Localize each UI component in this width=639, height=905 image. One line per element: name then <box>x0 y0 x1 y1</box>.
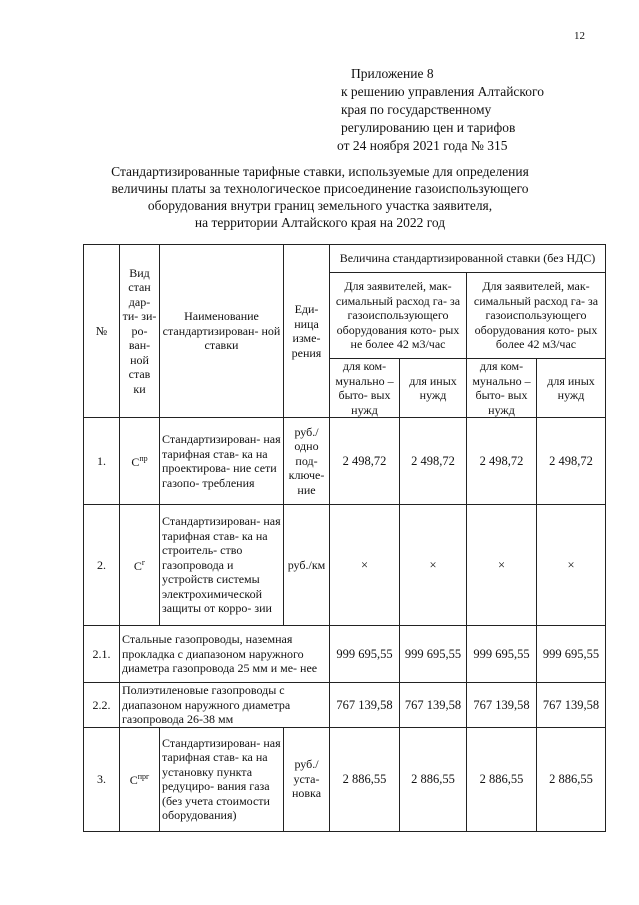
row-value: 767 139,58 <box>330 683 400 728</box>
header-rate: Величина стандартизированной ставки (без НДС) <box>330 245 606 273</box>
row-value: 2 498,72 <box>537 418 606 505</box>
row-value: 2 886,55 <box>330 727 400 831</box>
row-value: 2 886,55 <box>400 727 467 831</box>
header-unit: Еди- ница изме- рения <box>284 245 330 418</box>
table-row <box>84 418 606 505</box>
row-value: 2 886,55 <box>537 727 606 831</box>
rates-table <box>83 244 606 832</box>
row-rate-name: Стандартизирован- ная тарифная став- ка на установку пункта редуциро- вания газа (без учета стоимости оборудования) <box>160 727 284 831</box>
row-value: × <box>330 505 400 626</box>
appendix-line: Приложение 8 <box>351 66 434 81</box>
row-num: 2. <box>84 505 120 626</box>
appendix-line: края по государственному <box>341 102 492 117</box>
appendix-line: к решению управления Алтайского <box>341 84 544 99</box>
row-unit: руб./ одно под- ключе- ние <box>284 418 330 505</box>
row-num: 2.2. <box>84 683 120 728</box>
header-group-2: Для заявителей, мак- симальный расход га- за газоиспользующего оборудования кото- рых более 42 м3/час <box>467 273 606 359</box>
row-unit: руб./ уста- новка <box>284 727 330 831</box>
header-group-1: Для заявителей, мак- симальный расход га- за газоиспользующего оборудования кото- рых не более 42 м3/час <box>330 273 467 359</box>
row-value: 999 695,55 <box>400 626 467 683</box>
row-num: 1. <box>84 418 120 505</box>
row-value: × <box>400 505 467 626</box>
header-sub-other: для иных нужд <box>400 359 467 418</box>
row-rate-type: $C^{пр}$ <box>120 418 160 505</box>
title-line: Стандартизированные тарифные ставки, используемые для определения <box>111 164 529 179</box>
header-num: № <box>84 245 120 418</box>
row-value: 767 139,58 <box>400 683 467 728</box>
row-rate-name: Стальные газопроводы, наземная прокладка с диапазоном наружного диаметра газопровода 25 мм и ме- нее <box>120 626 330 683</box>
page-number: 12 <box>574 30 585 42</box>
appendix-line: от 24 ноября 2021 года № 315 <box>337 138 508 153</box>
row-rate-name: Стандартизирован- ная тарифная став- ка на проектирова- ние сети газопо- требления <box>160 418 284 505</box>
header-sub-communal: для ком- мунально – быто- вых нужд <box>330 359 400 418</box>
header-sub-other: для иных нужд <box>537 359 606 418</box>
row-value: 999 695,55 <box>330 626 400 683</box>
row-rate-name: Стандартизирован- ная тарифная став- ка на строитель- ство газопровода и устройств системы электрохимической защиты от корро- зии <box>160 505 284 626</box>
table-row <box>84 626 606 683</box>
document-title <box>70 163 570 231</box>
title-line: величины платы за технологическое присоединение газоиспользующего <box>111 181 529 196</box>
header-row <box>84 245 606 273</box>
header-sub-communal: для ком- мунально – быто- вых нужд <box>467 359 537 418</box>
row-rate-type: $C^{прг}$ <box>120 727 160 831</box>
row-value: 2 498,72 <box>330 418 400 505</box>
row-rate-type: $C^г$ <box>120 505 160 626</box>
row-value: 2 498,72 <box>467 418 537 505</box>
header-vid: Вид стан дар- ти- зи- ро- ван- ной став ки <box>120 245 160 418</box>
title-line: оборудования внутри границ земельного участка заявителя, <box>147 198 493 213</box>
table-row <box>84 505 606 626</box>
table-row <box>84 683 606 728</box>
row-rate-name: Полиэтиленовые газопроводы с диапазоном наружного диаметра газопровода 26-38 мм <box>120 683 330 728</box>
row-unit: руб./км <box>284 505 330 626</box>
appendix-block <box>337 65 544 155</box>
appendix-line: регулированию цен и тарифов <box>341 120 516 135</box>
row-value: 767 139,58 <box>467 683 537 728</box>
row-value: 2 498,72 <box>400 418 467 505</box>
row-value: 999 695,55 <box>537 626 606 683</box>
row-value: × <box>467 505 537 626</box>
row-value: × <box>537 505 606 626</box>
row-num: 2.1. <box>84 626 120 683</box>
title-line: на территории Алтайского края на 2022 год <box>194 215 446 230</box>
header-name: Наименование стандартизирован- ной ставки <box>160 245 284 418</box>
row-value: 767 139,58 <box>537 683 606 728</box>
row-num: 3. <box>84 727 120 831</box>
row-value: 2 886,55 <box>467 727 537 831</box>
table-row <box>84 727 606 831</box>
row-value: 999 695,55 <box>467 626 537 683</box>
